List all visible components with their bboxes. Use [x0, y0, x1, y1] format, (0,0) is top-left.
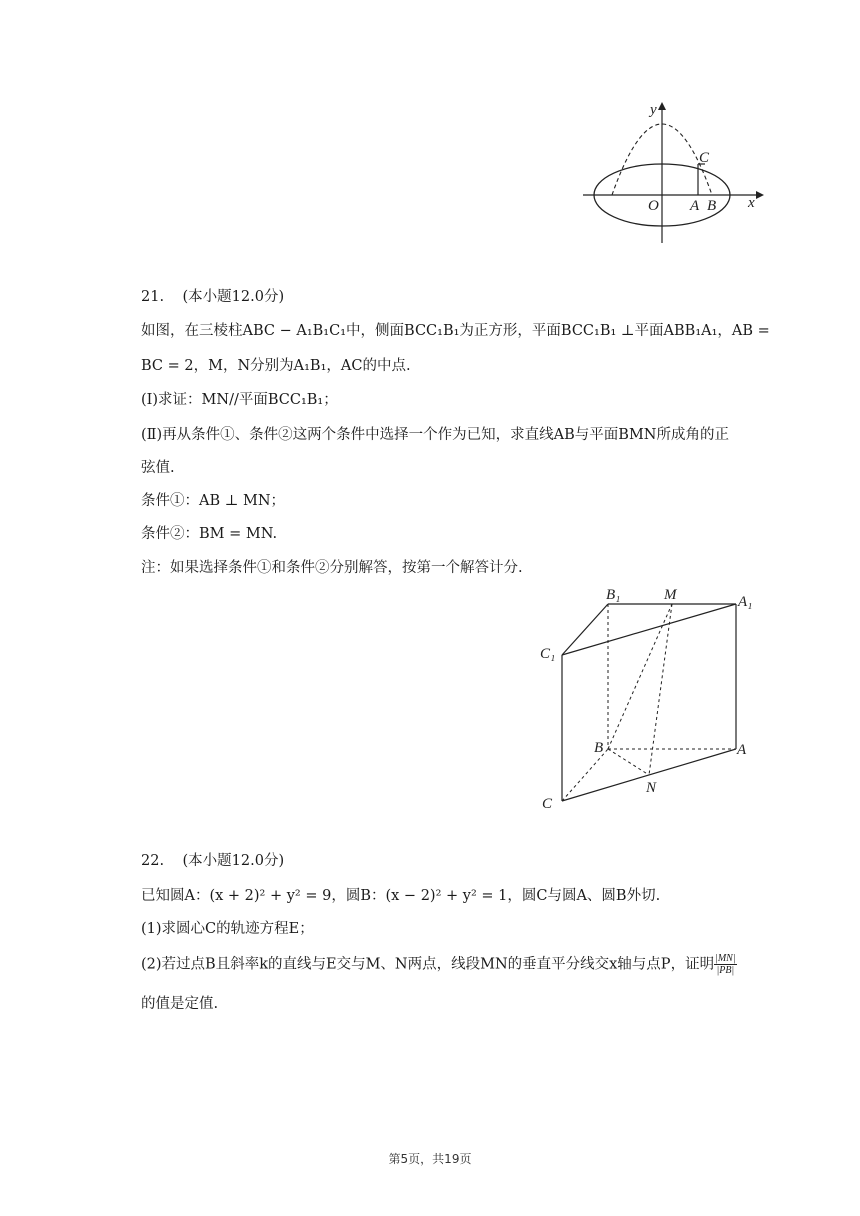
q22-part1: (1)求圆心C的轨迹方程E；	[141, 921, 314, 937]
label-c: C	[542, 796, 553, 812]
q22-part2-text: (2)若过点B且斜率k的直线与E交与M、N两点，线段MN的垂直平分线交x轴与点P，证明	[141, 956, 715, 973]
label-c: C	[699, 150, 710, 166]
label-a: A	[737, 742, 747, 758]
label-x: x	[748, 195, 755, 211]
label-a: A	[690, 198, 700, 214]
q21-number: 21.	[141, 289, 165, 305]
label-y: y	[650, 102, 657, 118]
ellipse-parabola-figure	[578, 98, 768, 250]
q21-cond1: 条件①：AB ⊥ MN；	[141, 493, 286, 509]
q21-part2b: 弦值.	[141, 460, 175, 476]
label-n: N	[646, 780, 657, 796]
label-c1: C₁	[540, 646, 556, 662]
q21-line2: BC = 2，M，N分别为A₁B₁，AC的中点.	[141, 358, 411, 374]
q21-part2a: (Ⅱ)再从条件①、条件②这两个条件中选择一个作为已知，求直线AB与平面BMN所成角的正	[141, 427, 729, 443]
q21-cond2: 条件②：BM = MN.	[141, 526, 278, 542]
label-b1: B₁	[606, 587, 621, 603]
fraction-denominator: |PB|	[716, 965, 735, 976]
label-b: B	[707, 198, 717, 214]
q22-line1: 已知圆A：(x + 2)² + y² = 9，圆B：(x − 2)² + y² = 1，圆C与圆A、圆B外切.	[141, 888, 661, 904]
edge-c1-a1	[562, 604, 736, 655]
prism-figure	[536, 582, 766, 818]
q21-line1: 如图，在三棱柱ABC − A₁B₁C₁中，侧面BCC₁B₁为正方形，平面BCC₁B₁ ⊥平面ABB₁A₁，AB =	[141, 323, 770, 339]
label-b: B	[594, 740, 604, 756]
q22-part2	[141, 953, 737, 976]
q21-header	[141, 287, 284, 307]
edge-b-n	[608, 749, 649, 775]
q22-score: (本小题12.0分)	[182, 853, 285, 869]
label-o: O	[648, 198, 659, 214]
y-axis-arrow	[658, 102, 666, 110]
edge-c-b	[562, 749, 608, 801]
q21-note: 注：如果选择条件①和条件②分别解答，按第一个解答计分.	[141, 560, 523, 576]
q22-header	[141, 851, 284, 871]
page-footer: 第5页，共19页	[388, 1152, 472, 1166]
q21-score: (本小题12.0分)	[182, 289, 285, 305]
label-m: M	[664, 587, 677, 603]
q22-number: 22.	[141, 853, 165, 869]
fraction-numerator: |MN|	[715, 953, 736, 964]
edge-c1-b1	[562, 604, 608, 655]
x-axis-arrow	[756, 191, 764, 199]
fraction-mn-pb	[714, 953, 737, 976]
q21-part1: (Ⅰ)求证：MN//平面BCC₁B₁；	[141, 392, 338, 408]
label-a1: A₁	[738, 594, 753, 610]
q22-part2-end: 的值是定值.	[141, 996, 219, 1012]
